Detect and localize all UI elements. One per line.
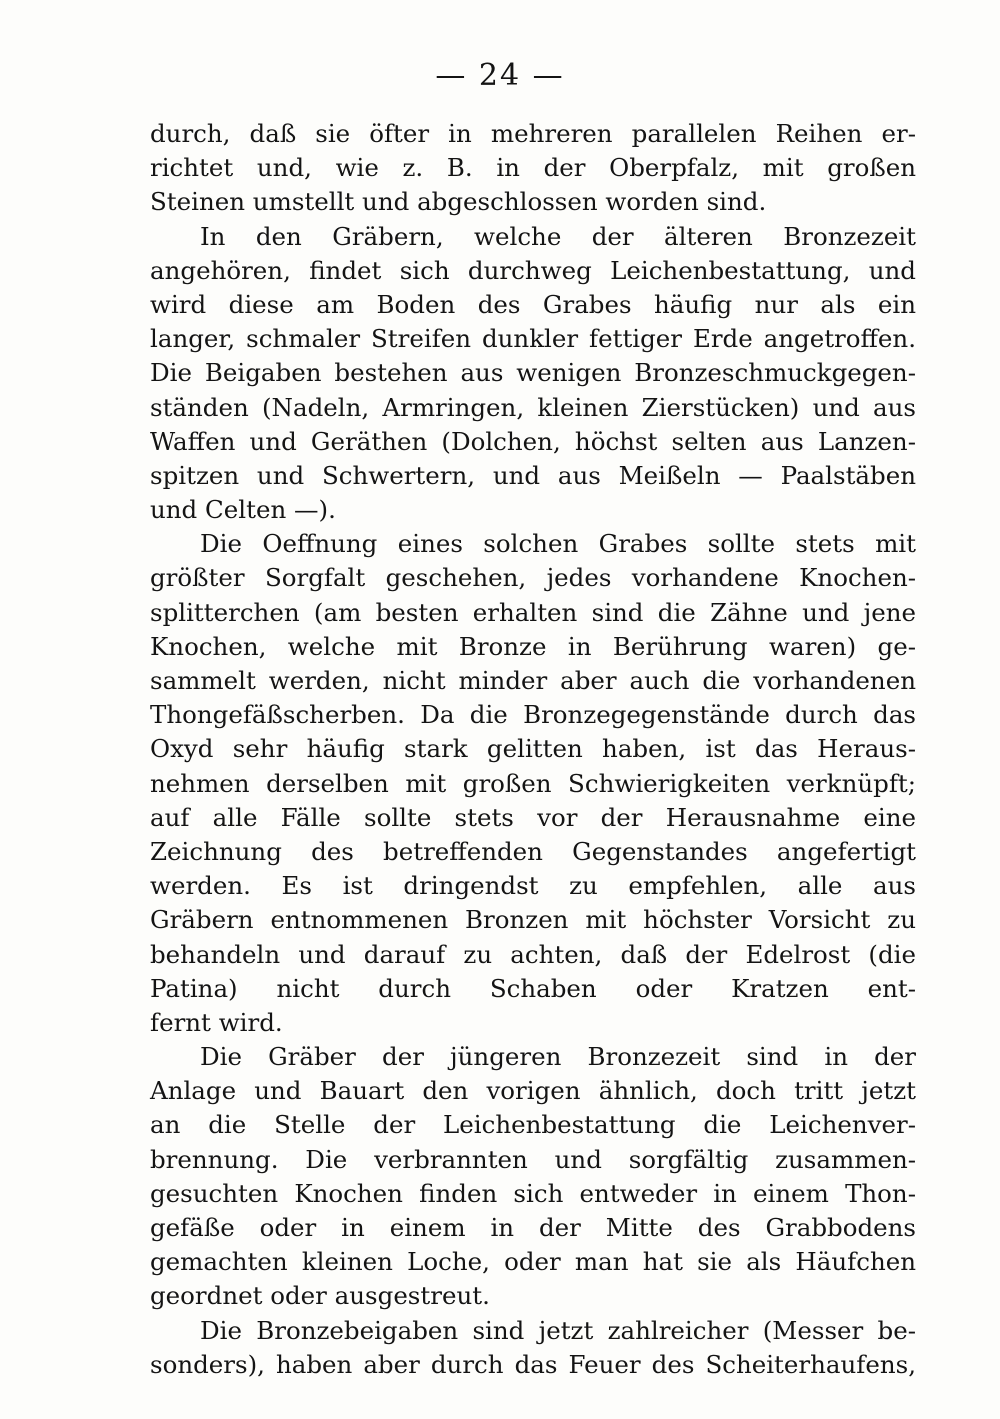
text-line: fernt wird. [150, 1007, 283, 1037]
text-line: und Celten —). [150, 495, 336, 525]
text-line: gefäße oder in einem in der Mitte des Grabbodens [150, 1213, 916, 1242]
text-line: Die Gräber der jüngeren Bronzezeit sind in der [200, 1042, 916, 1072]
text-line: spitzen und Schwertern, und aus Meißeln — Paalstäben [150, 460, 916, 490]
text-line: angehören, findet sich durchweg Leichenbestattung, und [150, 255, 916, 285]
text-line: gemachten kleinen Loche, oder man hat sie als Häufchen [150, 1247, 916, 1277]
text-line: nehmen derselben mit großen Schwierigkeiten verknüpft; [150, 768, 916, 798]
text-line: sammelt werden, nicht minder aber auch die vorhandenen [150, 666, 916, 695]
text-line: langer, schmaler Streifen dunkler fettiger Erde angetroffen. [150, 324, 916, 354]
text-line: Anlage und Bauart den vorigen ähnlich, doch tritt jetzt [150, 1076, 916, 1106]
text-line: In den Gräbern, welche der älteren Bronzezeit [200, 221, 916, 251]
text-line: Patina) nicht durch Schaben oder Kratzen ent- [150, 973, 916, 1003]
text-line: Die Bronzebeigaben sind jetzt zahlreicher (Messer be- [200, 1315, 916, 1345]
text-line: Steinen umstellt und abgeschlossen worden sind. [150, 187, 767, 217]
text-line: Die Oeffnung eines solchen Grabes sollte stets mit [200, 529, 916, 559]
text-line: ständen (Nadeln, Armringen, kleinen Zierstücken) und aus [150, 392, 916, 422]
text-line: brennung. Die verbrannten und sorgfältig zusammen- [150, 1144, 916, 1174]
text-line: behandeln und darauf zu achten, daß der Edelrost (die [150, 939, 916, 969]
text-line: Zeichnung des betreffenden Gegenstandes angefertigt [150, 836, 916, 866]
text-line: auf alle Fälle sollte stets vor der Herausnahme eine [150, 802, 916, 832]
text-line: durch, daß sie öfter in mehreren parallelen Reihen er- [150, 119, 916, 148]
text-line: größter Sorgfalt geschehen, jedes vorhandene Knochen- [150, 563, 916, 593]
text-line: richtet und, wie z. B. in der Oberpfalz, mit großen [150, 153, 916, 183]
text-line: gesuchten Knochen finden sich entweder in einem Thon- [150, 1178, 916, 1208]
body-text [150, 117, 916, 1382]
text-line: geordnet oder ausgestreut. [150, 1281, 490, 1311]
text-line: werden. Es ist dringendst zu empfehlen, alle aus [150, 871, 916, 901]
text-line: Waffen und Geräthen (Dolchen, höchst selten aus Lanzen- [150, 426, 916, 456]
page-number: — 24 — [435, 58, 565, 93]
text-line: splitterchen (am besten erhalten sind die Zähne und jene [150, 597, 916, 627]
text-line: Oxyd sehr häufig stark gelitten haben, ist das Heraus- [150, 734, 916, 764]
text-line: Gräbern entnommenen Bronzen mit höchster Vorsicht zu [150, 905, 916, 935]
text-line: Knochen, welche mit Bronze in Berührung waren) ge- [150, 631, 916, 661]
text-line: Die Beigaben bestehen aus wenigen Bronzeschmuckgegen- [150, 358, 916, 388]
text-line: an die Stelle der Leichenbestattung die Leichenver- [150, 1110, 916, 1140]
text-line: wird diese am Boden des Grabes häufig nur als ein [150, 289, 916, 319]
text-line: sonders), haben aber durch das Feuer des Scheiterhaufens, [150, 1349, 916, 1379]
text-line: Thongefäßscherben. Da die Bronzegegenstände durch das [150, 700, 916, 730]
